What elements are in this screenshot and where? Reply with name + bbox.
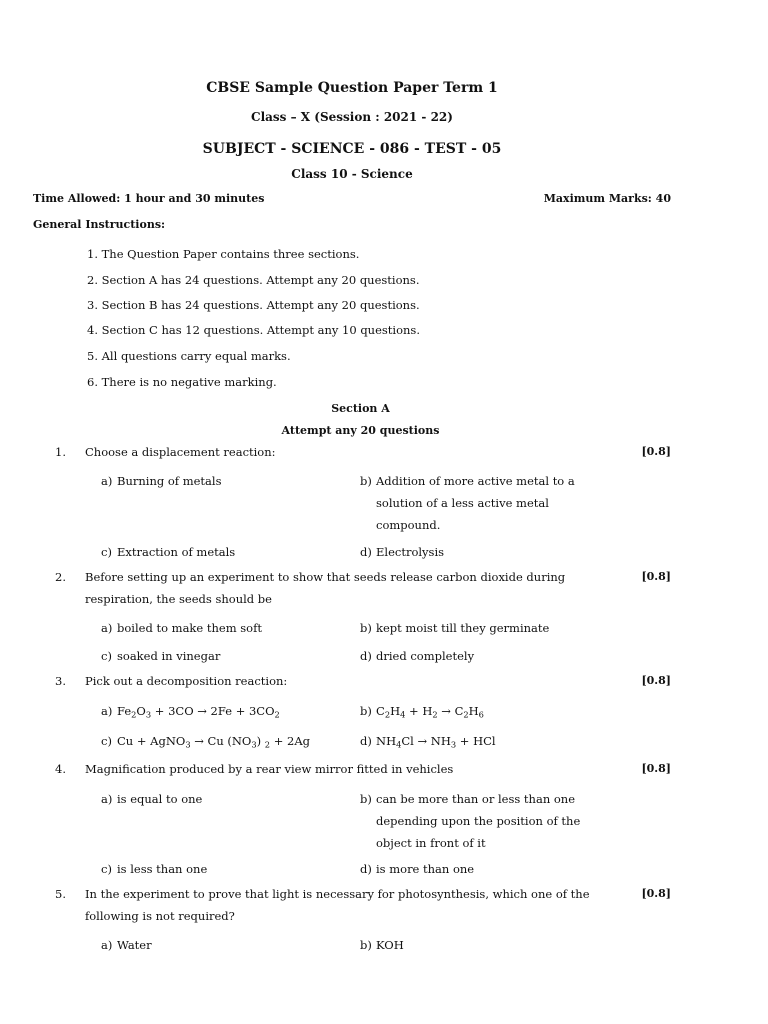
option-formula: Cu + AgNO$_3$ → Cu $(NO_3) _2 + 2Ag$ <box>117 734 310 750</box>
question-marks: [0.8] <box>641 887 671 900</box>
option-d <box>360 730 496 752</box>
option-label: d) <box>360 649 372 663</box>
instruction-item: 6. There is no negative marking. <box>87 375 277 389</box>
option-text: is more than one <box>376 862 475 876</box>
class-subject: Class 10 - Science <box>291 167 413 181</box>
time-allowed: Time Allowed: 1 hour and 30 minutes <box>33 192 265 205</box>
option-text: is equal to one <box>117 792 203 806</box>
option-label: a) <box>101 474 113 488</box>
option-text: Burning of metals <box>117 474 222 488</box>
question-number: 1. <box>55 445 66 459</box>
instruction-item: 3. Section B has 24 questions. Attempt any 20 questions. <box>87 298 420 312</box>
option-text: can be more than or less than one depending upon the position of the object in front of it <box>376 792 581 850</box>
option-a <box>101 788 202 810</box>
question-number: 2. <box>55 570 66 584</box>
option-label: c) <box>101 545 112 559</box>
option-text: dried completely <box>376 649 475 663</box>
subscript: 2 <box>264 739 271 750</box>
question-5 <box>0 883 768 952</box>
class-session: Class – X (Session : 2021 - 22) <box>251 110 453 124</box>
option-text: boiled to make them soft <box>117 621 262 635</box>
question-marks: [0.8] <box>641 762 671 775</box>
subscript: 4 <box>396 739 402 750</box>
option-label: c) <box>101 649 112 663</box>
subscript: 2 <box>274 709 280 720</box>
option-label: b) <box>360 938 372 952</box>
section-subtitle: Attempt any 20 questions <box>281 424 440 437</box>
instruction-item: 5. All questions carry equal marks. <box>87 349 291 363</box>
question-text: Magnification produced by a rear view mirror fitted in vehicles <box>85 762 454 776</box>
question-text: Before setting up an experiment to show that seeds release carbon dioxide during respiration, the seeds should be <box>85 570 566 606</box>
option-label: a) <box>101 938 113 952</box>
question-number: 5. <box>55 887 66 901</box>
option-label: d) <box>360 862 372 876</box>
option-text: soaked in vinegar <box>117 649 221 663</box>
instruction-item: 2. Section A has 24 questions. Attempt any 20 questions. <box>87 273 420 287</box>
question-text: Pick out a decomposition reaction: <box>85 674 288 688</box>
subscript: 3 <box>145 709 152 720</box>
option-a <box>101 934 152 956</box>
option-text: Addition of more active metal to a solution of a less active metal compound. <box>376 474 575 532</box>
option-b <box>360 470 575 536</box>
question-1 <box>0 441 768 559</box>
subscript: 6 <box>478 709 484 720</box>
maximum-marks: Maximum Marks: 40 <box>543 192 671 205</box>
paper-meta-row <box>33 188 671 210</box>
option-text: Extraction of metals <box>117 545 236 559</box>
option-c <box>101 730 310 752</box>
question-marks: [0.8] <box>641 570 671 583</box>
subscript: 4 <box>400 709 406 720</box>
subscript: 2 <box>432 709 438 720</box>
option-text: Water <box>117 938 152 952</box>
question-marks: [0.8] <box>641 445 671 458</box>
option-b <box>360 788 580 854</box>
subscript: 3 <box>185 739 191 750</box>
question-2 <box>0 566 768 663</box>
question-text: In the experiment to prove that light is necessary for photosynthesis, which one of the following is not required? <box>85 887 590 923</box>
question-marks: [0.8] <box>641 674 671 687</box>
option-label: b) <box>360 704 372 718</box>
instruction-item: 4. Section C has 12 questions. Attempt any 10 questions. <box>87 323 420 337</box>
section-title: Section A <box>331 402 390 415</box>
subscript: 3 <box>450 739 457 750</box>
paper-title: CBSE Sample Question Paper Term 1 <box>206 80 498 96</box>
option-a <box>101 700 280 722</box>
option-label: b) <box>360 792 372 806</box>
option-d <box>360 541 444 563</box>
question-number: 3. <box>55 674 66 688</box>
option-formula: $NH_4Cl \to NH_3$ + HCl <box>376 734 496 750</box>
subscript: 2 <box>384 709 391 720</box>
option-text: is less than one <box>117 862 208 876</box>
option-formula: $Fe_2O_3 + 3CO \to 2Fe + 3CO_2$ <box>117 704 280 720</box>
option-c <box>101 541 235 563</box>
subscript: 2 <box>131 709 137 720</box>
option-label: b) <box>360 474 372 488</box>
option-d <box>360 645 474 667</box>
option-a <box>101 470 221 492</box>
option-label: a) <box>101 792 113 806</box>
option-b <box>360 617 549 639</box>
option-text: kept moist till they germinate <box>376 621 550 635</box>
option-label: d) <box>360 545 372 559</box>
option-text: KOH <box>376 938 404 952</box>
option-d <box>360 858 474 880</box>
question-text: Choose a displacement reaction: <box>85 445 276 459</box>
option-formula: $C_2H_4 + H_2 \to C_2H_6$ <box>376 704 484 720</box>
option-label: a) <box>101 621 113 635</box>
subscript: 2 <box>463 709 469 720</box>
option-c <box>101 858 207 880</box>
option-label: c) <box>101 734 112 748</box>
option-label: b) <box>360 621 372 635</box>
option-c <box>101 645 220 667</box>
instruction-item: 1. The Question Paper contains three sections. <box>87 247 360 261</box>
option-label: c) <box>101 862 112 876</box>
subscript: 3 <box>251 739 257 750</box>
option-label: a) <box>101 704 113 718</box>
subject-line: SUBJECT - SCIENCE - 086 - TEST - 05 <box>202 141 502 157</box>
instructions-heading: General Instructions: <box>33 218 166 231</box>
option-label: d) <box>360 734 372 748</box>
option-a <box>101 617 262 639</box>
question-4 <box>0 758 768 876</box>
option-b <box>360 934 404 956</box>
option-text: Electrolysis <box>376 545 445 559</box>
question-number: 4. <box>55 762 66 776</box>
option-b <box>360 700 484 722</box>
question-3 <box>0 670 768 750</box>
